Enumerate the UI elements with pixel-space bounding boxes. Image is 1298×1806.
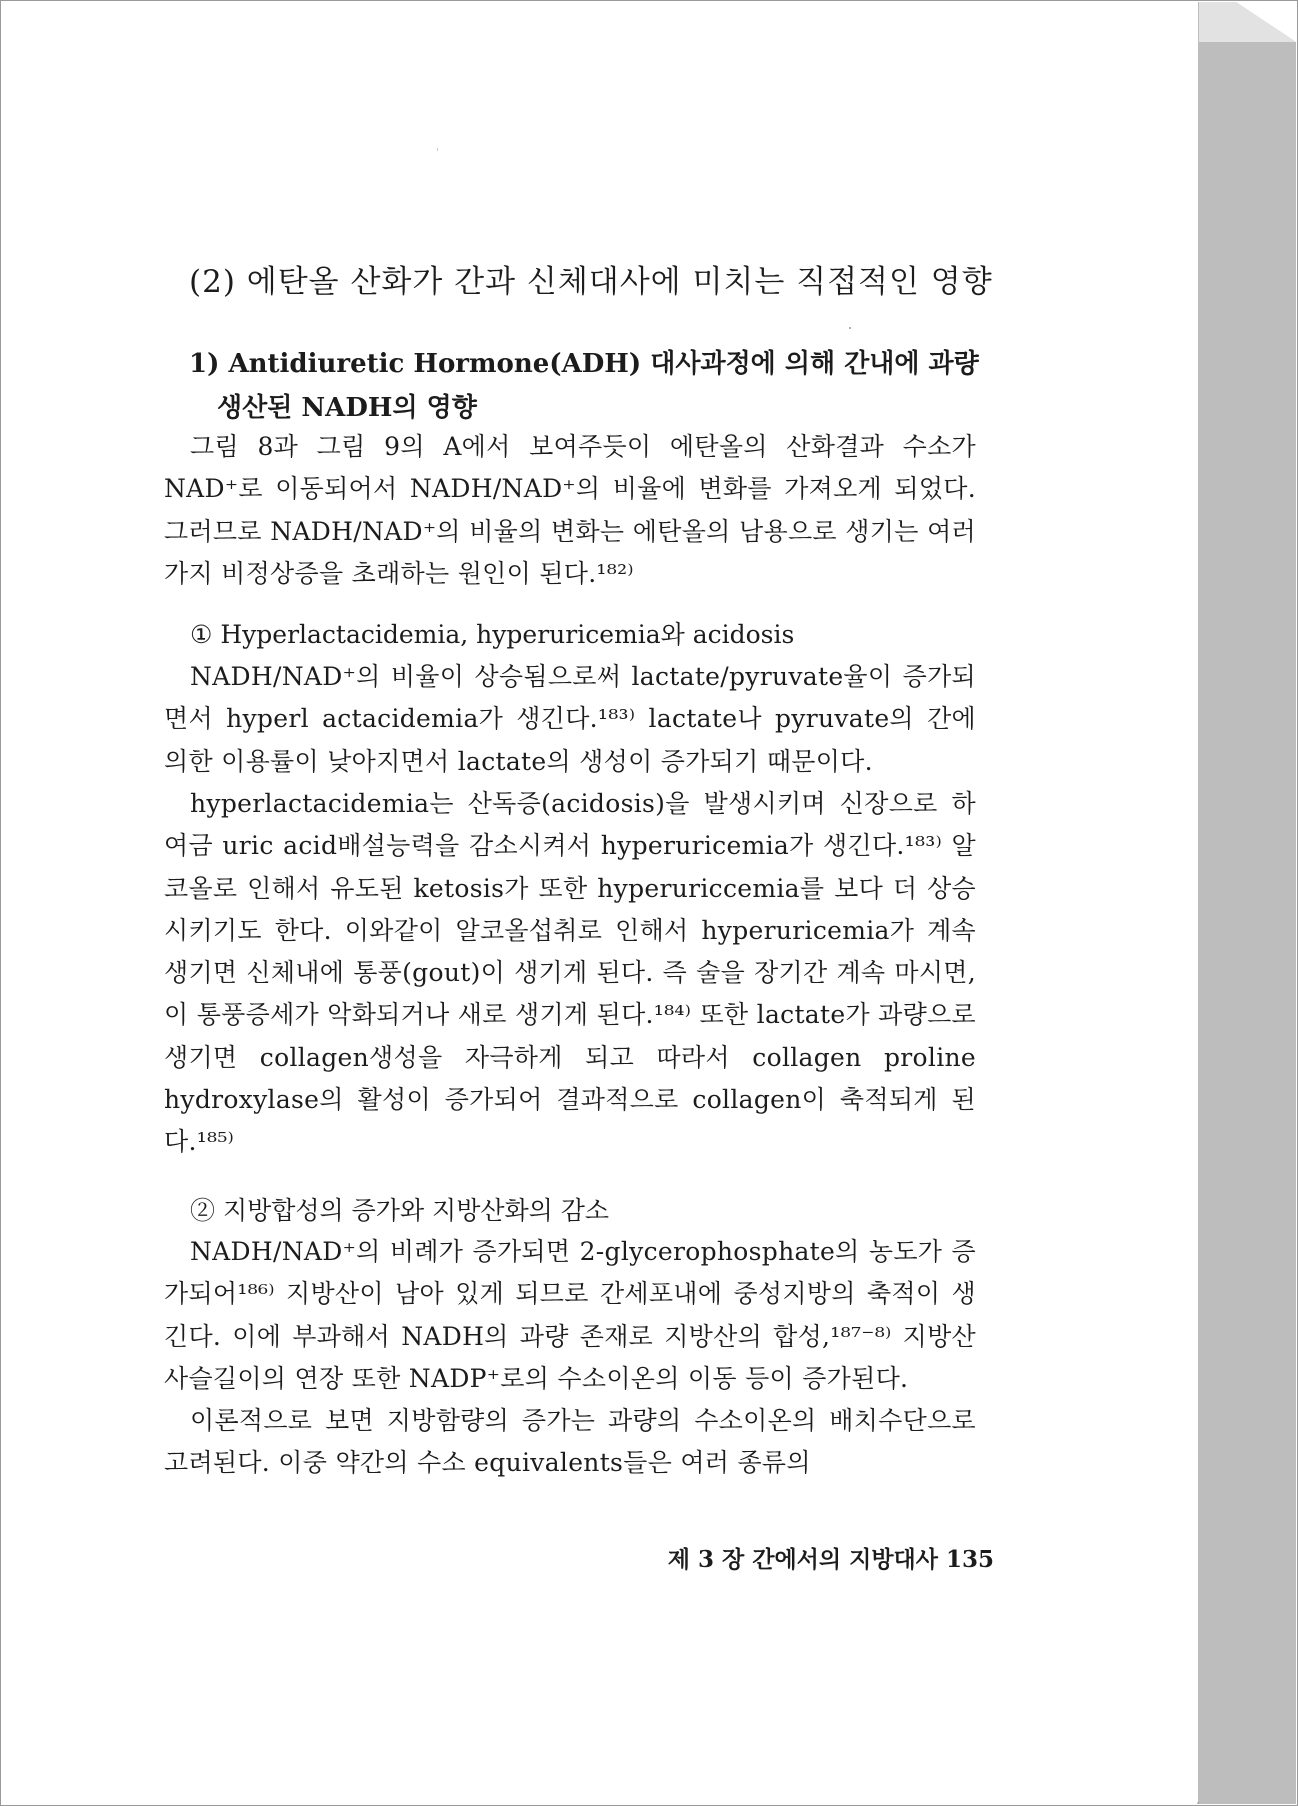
- heading-fat-synthesis: ② 지방합성의 증가와 지방산화의 감소: [190, 1196, 610, 1225]
- page-speck: [849, 327, 851, 329]
- paragraph-5: 이론적으로 보면 지방함량의 증가는 과량의 수소이온의 배치수단으로 고려된다. 이중 약간의 수소 equivalents들은 여러 종류의: [164, 1406, 976, 1478]
- paragraph-4: NADH/NAD⁺의 비례가 증가되면 2-glycerophosphate의 농도가 증가되어¹⁸⁶⁾ 지방산이 남아 있게 되므로 간세포내에 중성지방의 축적이 생긴다. 이에 부과해서 NADH의 과량 존재로 지방산의 합성,¹⁸⁷⁻⁸⁾ 지방산 사슬길이의 연장 또한 NADP⁺로의 수소이온의 이동 등이 증가된다.: [164, 1237, 976, 1393]
- book-page: [4, 2, 1199, 1802]
- paragraph-1: 그림 8과 그림 9의 A에서 보여주듯이 에탄올의 산화결과 수소가 NAD⁺로 이동되어서 NADH/NAD⁺의 비율에 변화를 가져오게 되었다. 그러므로 NADH/NAD⁺의 비율의 변화는 에탄올의 남용으로 생기는 여러가지 비정상증을 초래하는 원인이 된다.¹⁸²⁾: [164, 432, 976, 588]
- page-footer: 제 3 장 간에서의 지방대사 135: [667, 1546, 994, 1573]
- subsection-title-line1: 1) Antidiuretic Hormone(ADH) 대사과정에 의해 간내에 과량: [189, 349, 979, 379]
- paragraph-2: NADH/NAD⁺의 비율이 상승됨으로써 lactate/pyruvate율이 증가되면서 hyperl actacidemia가 생긴다.¹⁸³⁾ lactate나 pyruvate의 간에 의한 이용률이 낮아지면서 lactate의 생성이 증가되기 때문이다.: [164, 662, 976, 776]
- subsection-title-line2: 생산된 NADH의 영향: [217, 393, 477, 423]
- page-speck: [437, 148, 438, 151]
- section-title: (2) 에탄올 산화가 간과 신체대사에 미치는 직접적인 영향: [189, 264, 993, 300]
- subsection-title: [189, 342, 999, 430]
- heading-hyperlactacidemia: ① Hyperlactacidemia, hyperuricemia와 acidosis: [190, 620, 795, 649]
- paragraph-3: hyperlactacidemia는 산독증(acidosis)을 발생시키며 신장으로 하여금 uric acid배설능력을 감소시켜서 hyperuricemia가 생긴다.¹⁸³⁾ 알코올로 인해서 유도된 ketosis가 또한 hyperuriccemia를 보다 더 상승시키기도 한다. 이와같이 알코올섭취로 인해서 hyperuricemia가 계속 생기면 신체내에 통풍(gout)이 생기게 된다. 즉 술을 장기간 계속 마시면, 이 통풍증세가 악화되거나 새로 생기게 된다.¹⁸⁴⁾ 또한 lactate가 과량으로 생기면 collagen생성을 자극하게 되고 따라서 collagen proline hydroxylase의 활성이 증가되어 결과적으로 collagen이 축적되게 된다.¹⁸⁵⁾: [164, 789, 976, 1157]
